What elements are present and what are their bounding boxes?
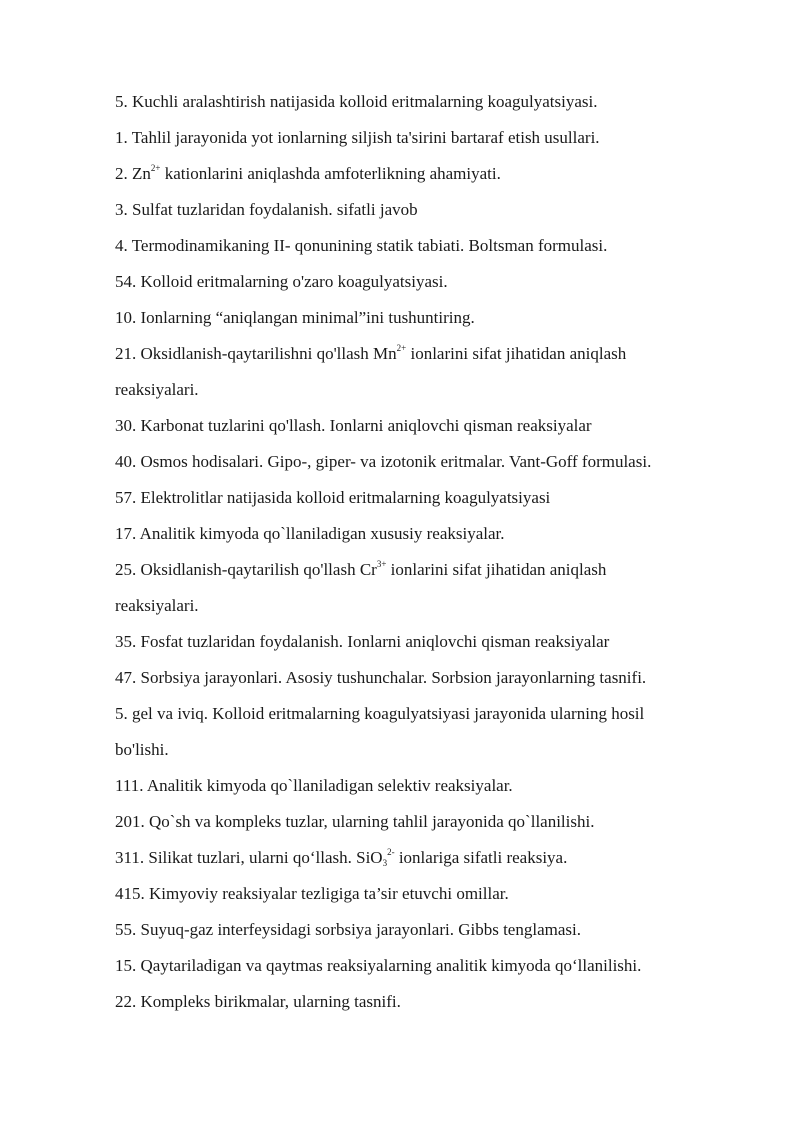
item-number: 54. — [115, 272, 137, 291]
superscript: 2- — [387, 847, 395, 857]
item-text: Kuchli aralashtirish natijasida kolloid eritmalarning koagulyatsiyasi. — [132, 92, 598, 111]
item-text: Suyuq-gaz interfeysidagi sorbsiya jarayonlari. Gibbs tenglamasi. — [140, 920, 581, 939]
list-item — [115, 912, 755, 948]
list-item — [115, 444, 755, 480]
item-number: 1. — [115, 128, 128, 147]
item-number: 5. — [115, 92, 128, 111]
item-text: Kimyoviy reaksiyalar tezligiga ta’sir etuvchi omillar. — [149, 884, 509, 903]
superscript: 3+ — [376, 559, 387, 569]
item-text: Tahlil jarayonida yot ionlarning siljish ta'sirini bartaraf etish usullari. — [131, 128, 600, 147]
item-text: Termodinamikaning II- qonunining statik tabiati. Boltsman formulasi. — [131, 236, 608, 255]
item-number: 57. — [115, 488, 137, 507]
item-number: 30. — [115, 416, 137, 435]
item-text: ionlarini sifat jihatidan aniqlash — [386, 560, 607, 579]
item-number: 40. — [115, 452, 137, 471]
item-text: Osmos hodisalari. Gipo-, giper- va izotonik eritmalar. Vant-Goff formulasi. — [140, 452, 652, 471]
list-item — [115, 696, 755, 732]
list-item — [115, 156, 755, 192]
superscript: 2+ — [396, 343, 407, 353]
list-item — [115, 984, 755, 1020]
list-item — [115, 264, 755, 300]
item-text: Kompleks birikmalar, ularning tasnifi. — [140, 992, 401, 1011]
list-item — [115, 480, 755, 516]
list-item-continuation — [115, 588, 755, 624]
item-text: Kolloid eritmalarning o'zaro koagulyatsiyasi. — [140, 272, 448, 291]
item-text: Analitik kimyoda qo`llaniladigan xususiy reaksiyalar. — [139, 524, 505, 543]
subscript: 3 — [382, 858, 388, 868]
list-item — [115, 516, 755, 552]
item-text: ionlarini sifat jihatidan aniqlash — [406, 344, 627, 363]
item-number: 2. — [115, 164, 128, 183]
list-item — [115, 120, 755, 156]
item-text: Analitik kimyoda qo`llaniladigan selektiv reaksiyalar. — [146, 776, 513, 795]
item-text: Silikat tuzlari, ularni qo‘llash. SiO — [148, 848, 383, 867]
item-number: 111. — [115, 776, 144, 795]
item-text: Fosfat tuzlaridan foydalanish. Ionlarni aniqlovchi qisman reaksiyalar — [140, 632, 610, 651]
list-item — [115, 948, 755, 984]
list-item — [115, 408, 755, 444]
item-text: ionlariga sifatli reaksiya. — [394, 848, 568, 867]
item-number: 10. — [115, 308, 137, 327]
item-number: 15. — [115, 956, 137, 975]
item-number: 22. — [115, 992, 137, 1011]
item-text: Qaytariladigan va qaytmas reaksiyalarning analitik kimyoda qo‘llanilishi. — [140, 956, 642, 975]
item-number: 4. — [115, 236, 128, 255]
item-number: 201. — [115, 812, 145, 831]
item-text: Sulfat tuzlaridan foydalanish. sifatli javob — [132, 200, 418, 219]
item-number: 3. — [115, 200, 128, 219]
question-list — [115, 84, 755, 1020]
item-text: Qo`sh va kompleks tuzlar, ularning tahlil jarayonida qo`llanilishi. — [149, 812, 595, 831]
list-item — [115, 768, 755, 804]
list-item — [115, 336, 755, 372]
list-item — [115, 552, 755, 588]
list-item-continuation — [115, 732, 755, 768]
item-text: Zn — [132, 164, 151, 183]
item-text: kationlarini aniqlashda amfoterlikning ahamiyati. — [160, 164, 501, 183]
item-text: Elektrolitlar natijasida kolloid eritmalarning koagulyatsiyasi — [140, 488, 551, 507]
list-item-continuation — [115, 372, 755, 408]
list-item — [115, 876, 755, 912]
item-number: 47. — [115, 668, 137, 687]
list-item — [115, 660, 755, 696]
item-number: 17. — [115, 524, 137, 543]
item-number: 35. — [115, 632, 137, 651]
item-text: Sorbsiya jarayonlari. Asosiy tushunchalar. Sorbsion jarayonlarning tasnifi. — [140, 668, 647, 687]
item-text: reaksiyalari. — [115, 596, 199, 615]
list-item — [115, 84, 755, 120]
item-text: Ionlarning “aniqlangan minimal”ini tushuntiring. — [140, 308, 475, 327]
list-item — [115, 228, 755, 264]
item-text: Oksidlanish-qaytarilishni qo'llash Mn — [140, 344, 397, 363]
list-item — [115, 192, 755, 228]
item-number: 25. — [115, 560, 137, 579]
item-text: gel va iviq. Kolloid eritmalarning koagulyatsiyasi jarayonida ularning hosil — [132, 704, 645, 723]
item-number: 311. — [115, 848, 145, 867]
item-text: bo'lishi. — [115, 740, 169, 759]
item-text: Karbonat tuzlarini qo'llash. Ionlarni aniqlovchi qisman reaksiyalar — [140, 416, 592, 435]
item-number: 5. — [115, 704, 128, 723]
item-text: Oksidlanish-qaytarilish qo'llash Cr — [140, 560, 377, 579]
superscript: 2+ — [150, 163, 161, 173]
item-number: 415. — [115, 884, 145, 903]
item-number: 55. — [115, 920, 137, 939]
list-item — [115, 804, 755, 840]
list-item — [115, 840, 755, 876]
list-item — [115, 624, 755, 660]
item-text: reaksiyalari. — [115, 380, 199, 399]
list-item — [115, 300, 755, 336]
item-number: 21. — [115, 344, 137, 363]
